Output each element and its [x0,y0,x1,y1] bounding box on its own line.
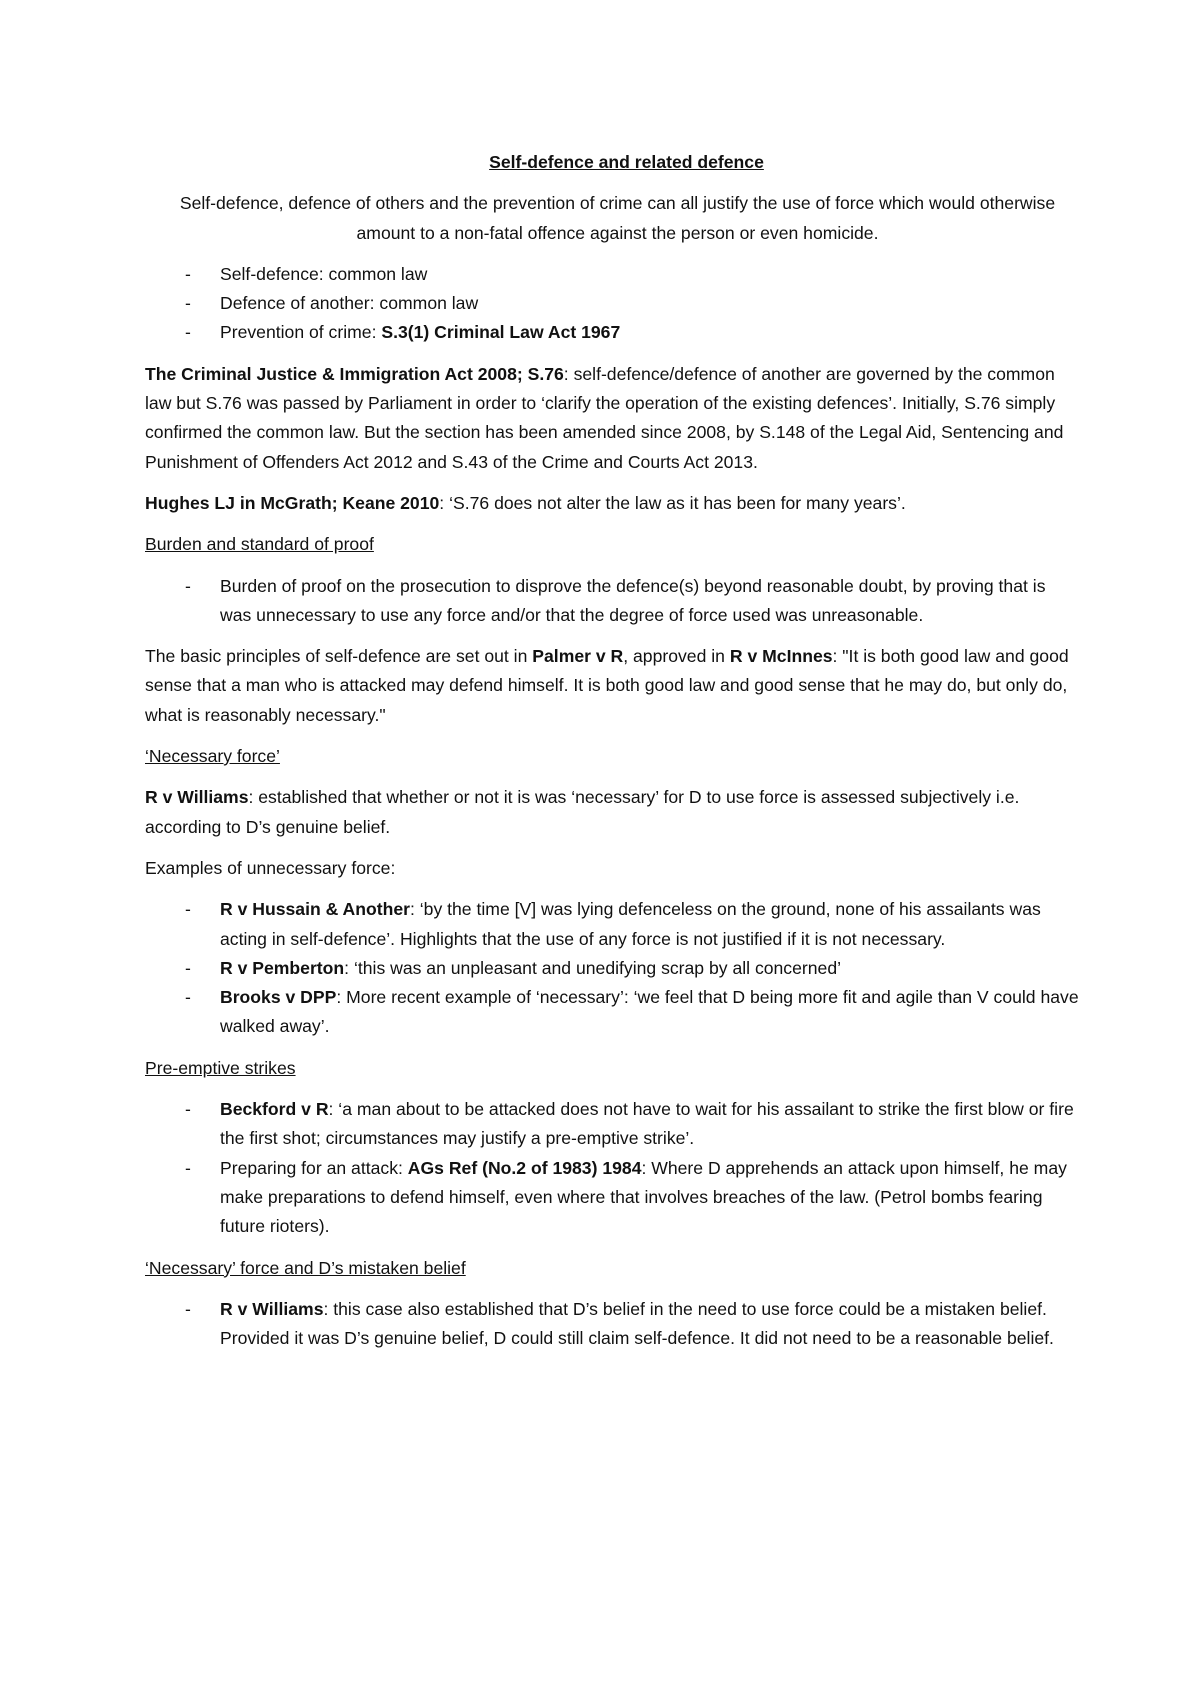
cjia-paragraph: The Criminal Justice & Immigration Act 2008; S.76: self-defence/defence of another are governed by the common law but S.76 was passed by Parliament in order to ‘clarify the operation of the existing defences’. Initially, S.76 simply confirmed the common law. But the section has been amended since 2008, by S.148 of the Legal Aid, Sentencing and Punishment of Offenders Act 2012 and S.43 of the Crime and Courts Act 2013. [145,363,1064,472]
examples-heading: Examples of unnecessary force: [145,857,396,878]
dash-bullet: - [185,899,191,920]
list-item: - R v Hussain & Another: ‘by the time [V] was lying defenceless on the ground, none of his assailants was acting in self-defence’. Highlights that the use of any force is not justified if it is not necessary. [145,895,1080,954]
case-reference: Beckford v R [220,1099,329,1120]
examples-list [145,895,1080,1041]
dash-bullet: - [185,322,191,343]
list-item: - R v Pemberton: ‘this was an unpleasant and unedifying scrap by all concerned’ [145,954,1080,983]
case-reference: Hughes LJ in McGrath; Keane 2010 [145,492,440,513]
case-reference: Brooks v DPP [220,987,337,1008]
preemptive-list [145,1095,1080,1241]
mistaken-list [145,1295,1080,1354]
list-item: - Burden of proof on the prosecution to disprove the defence(s) beyond reasonable doubt, by proving that is was unnecessary to use any force and/or that the degree of force used was unreasonable. [145,572,1080,631]
dash-bullet: - [185,957,191,978]
case-reference: Palmer v R [532,646,624,667]
list-item: - Preparing for an attack: AGs Ref (No.2 of 1983) 1984: Where D apprehends an attack upon himself, he may make preparations to defend himself, even where that involves breaches of the law. (Petrol bombs fearing future rioters). [145,1154,1080,1242]
case-reference: R v McInnes [729,646,833,667]
dash-bullet: - [185,1298,191,1319]
dash-bullet: - [185,1099,191,1120]
case-reference: R v Hussain & Another [220,899,410,920]
dash-bullet: - [185,575,191,596]
statute-reference: The Criminal Justice & Immigration Act 2008; S.76 [145,363,564,384]
dash-bullet: - [185,1157,191,1178]
case-reference: R v Pemberton [220,957,345,978]
section-heading-preemptive: Pre-emptive strikes [145,1057,296,1078]
section-heading-mistaken-belief: ‘Necessary’ force and D’s mistaken belief [145,1257,466,1278]
list-item: - Self-defence: common law [145,260,1080,289]
defences-list [145,260,1080,348]
williams-paragraph: R v Williams: established that whether or not it is was ‘necessary’ for D to use force is assessed subjectively i.e. according to D’s genuine belief. [145,787,1020,837]
section-heading-burden: Burden and standard of proof [145,534,374,555]
case-reference: AGs Ref (No.2 of 1983) 1984 [407,1157,642,1178]
intro-paragraph: Self-defence, defence of others and the prevention of crime can all justify the use of force which would otherwise amount to a non-fatal offence against the person or even homicide. [179,193,1056,243]
hughes-paragraph: Hughes LJ in McGrath; Keane 2010: ‘S.76 does not alter the law as it has been for many years’. [145,492,906,513]
document-title: Self-defence and related defence [489,152,764,172]
section-heading-necessary: ‘Necessary force’ [145,746,280,767]
case-reference: R v Williams [145,787,249,808]
dash-bullet: - [185,293,191,314]
dash-bullet: - [185,987,191,1008]
list-item: - Defence of another: common law [145,289,1080,318]
list-item: - Beckford v R: ‘a man about to be attacked does not have to wait for his assailant to strike the first blow or fire the first shot; circumstances may justify a pre-emptive strike’. [145,1095,1080,1154]
burden-list [145,572,1080,631]
palmer-paragraph: The basic principles of self-defence are set out in Palmer v R, approved in R v McInnes: "It is both good law and good sense that a man who is attacked may defend himself. It is both good law and good sense that he may do, but only do, what is reasonably necessary." [145,646,1069,725]
case-reference: R v Williams [220,1298,324,1319]
dash-bullet: - [185,263,191,284]
list-item: - Prevention of crime: S.3(1) Criminal Law Act 1967 [145,318,1080,347]
list-item: - R v Williams: this case also established that D’s belief in the need to use force could be a mistaken belief. Provided it was D’s genuine belief, D could still claim self-defence. It did not need to be a reasonable belief. [145,1295,1080,1354]
list-item: - Brooks v DPP: More recent example of ‘necessary’: ‘we feel that D being more fit and agile than V could have walked away’. [145,983,1080,1042]
statute-reference: S.3(1) Criminal Law Act 1967 [381,322,621,343]
